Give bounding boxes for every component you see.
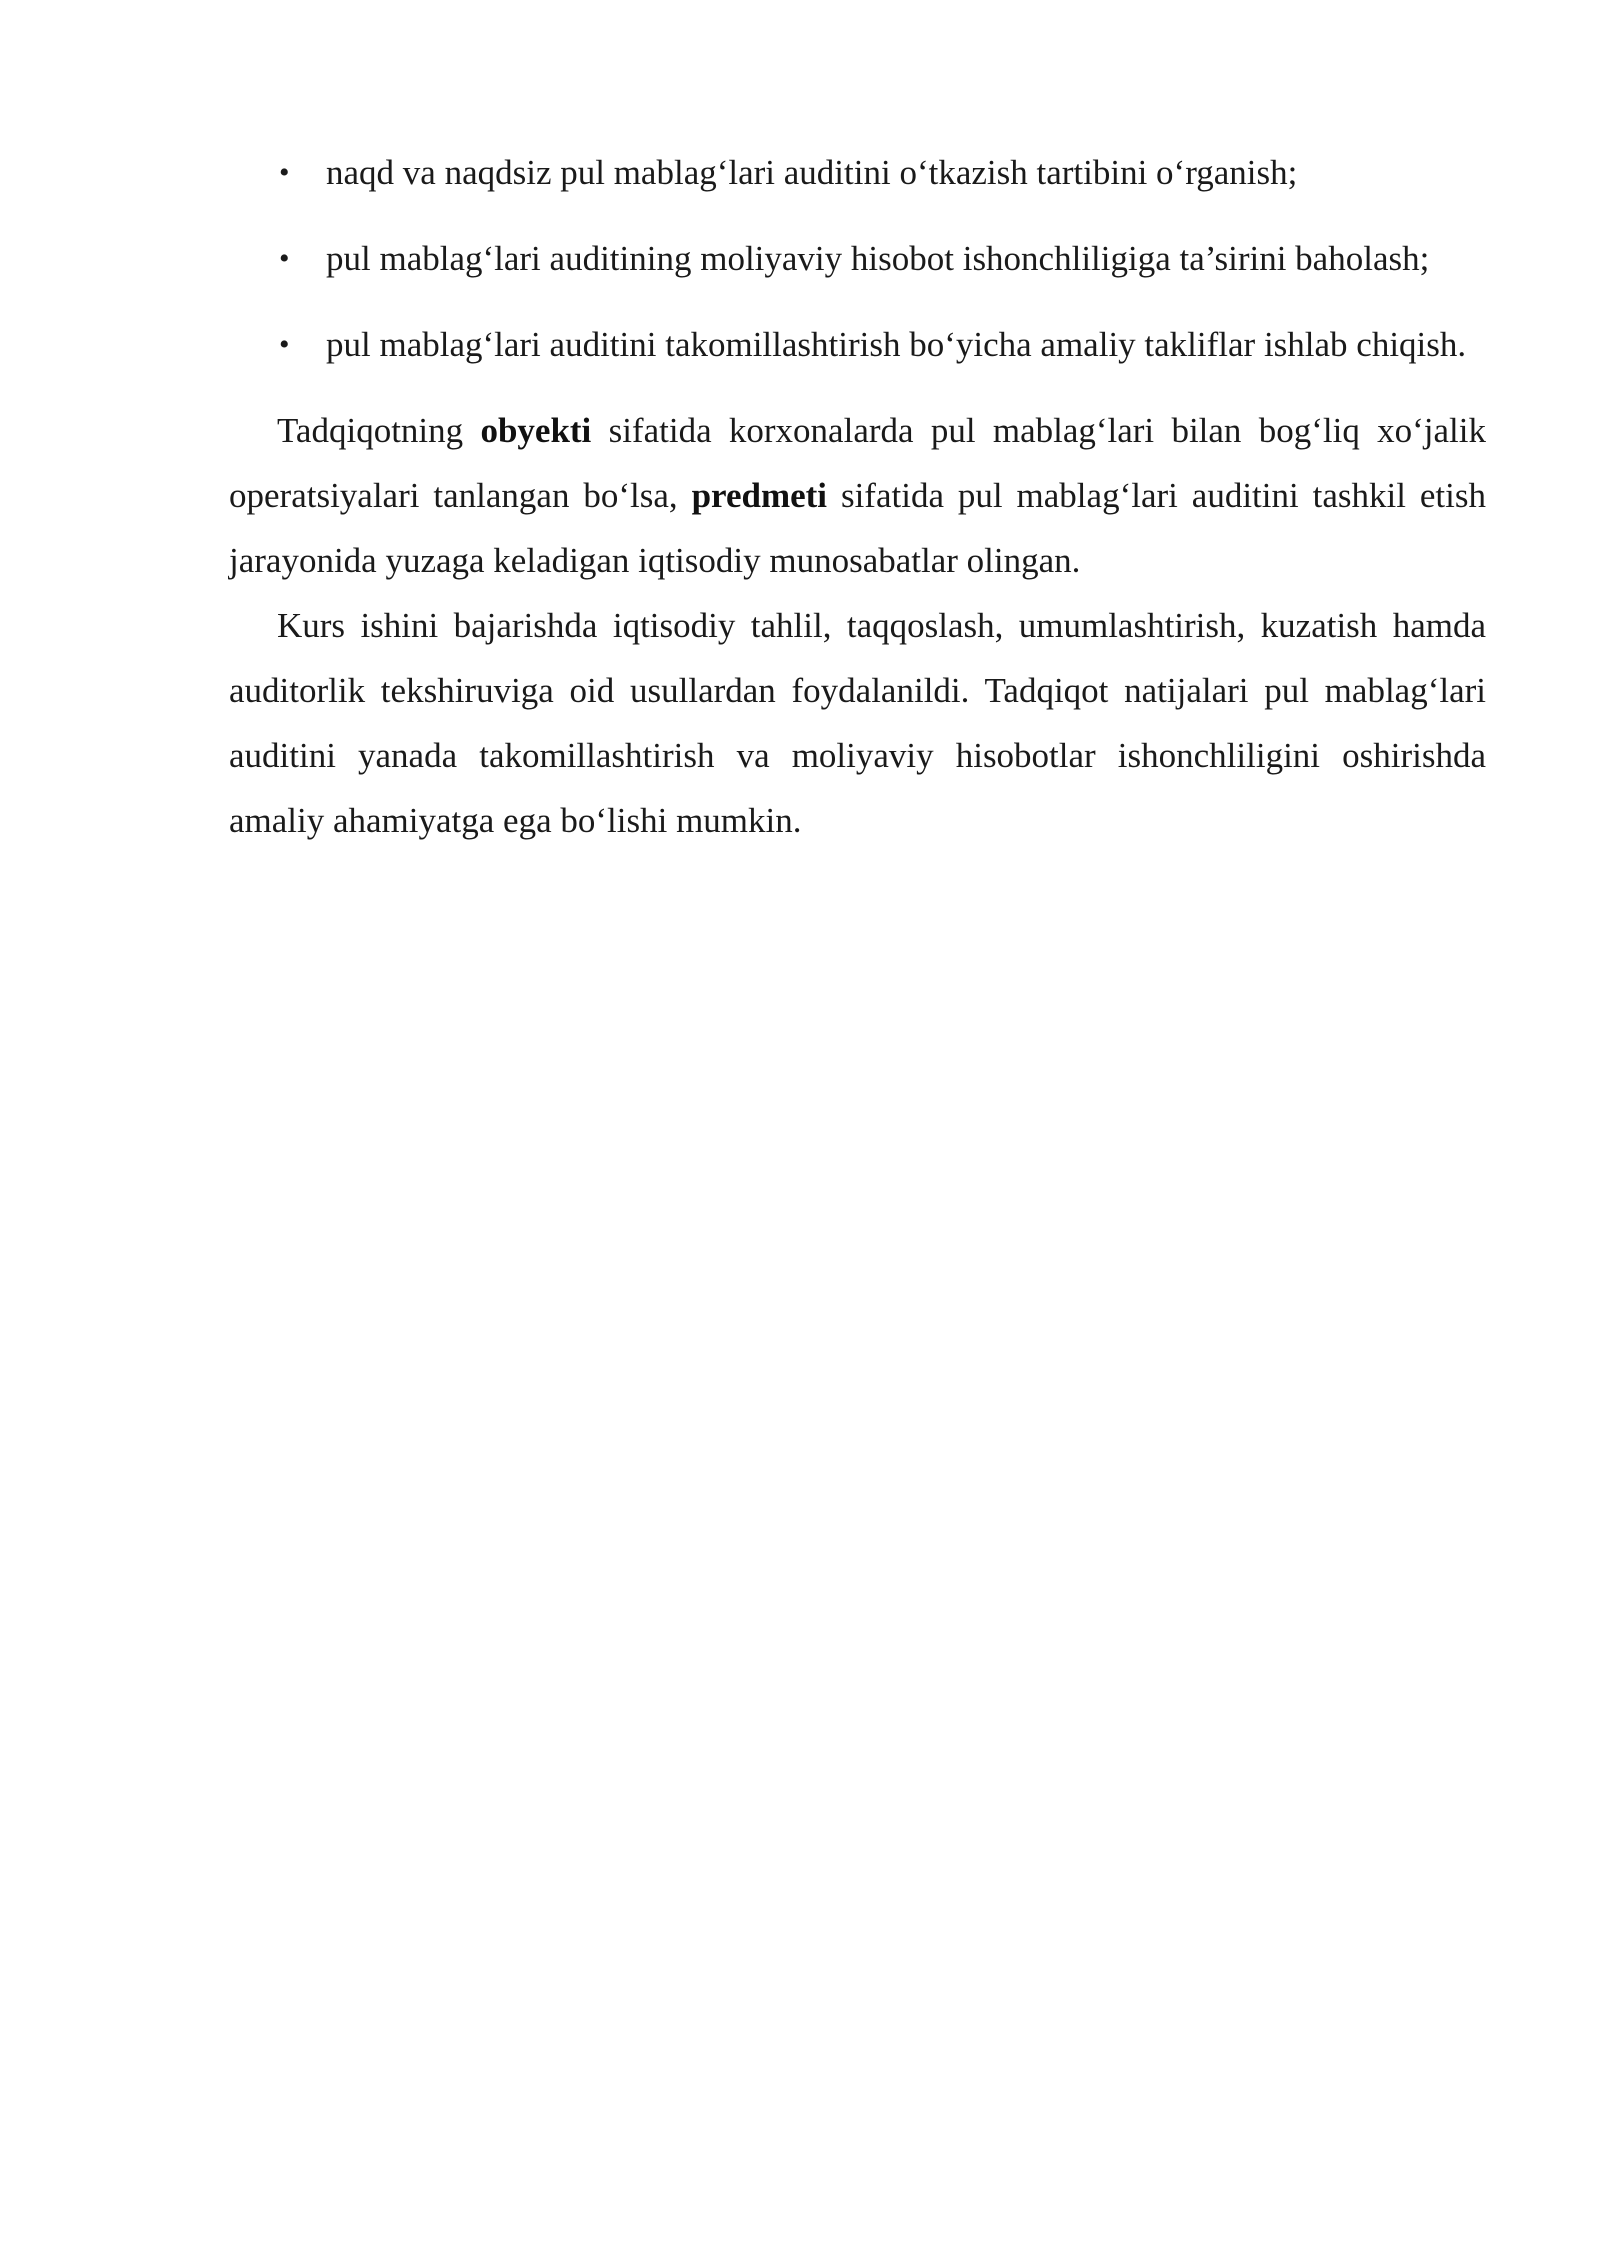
paragraph-text: Tadqiqotning: [277, 411, 481, 450]
list-item-text: pul mablag‘lari auditini takomillashtirish bo‘yicha amaliy takliflar ishlab chiqish.: [326, 325, 1467, 364]
paragraph-text: sifatida korxonalarda pul mablag‘lari bilan bog‘liq xo‘jalik operatsiyalari tanlangan bo‘lsa,: [229, 411, 1486, 515]
list-item: [229, 226, 1486, 291]
bold-term-subject: predmeti: [691, 476, 828, 515]
list-item: [229, 312, 1486, 377]
bold-term-object: obyekti: [480, 411, 592, 450]
objectives-list: [229, 140, 1486, 377]
methods-paragraph: Kurs ishini bajarishda iqtisodiy tahlil, taqqoslash, umumlashtirish, kuzatish hamda auditorlik tekshiruviga oid usullardan foydalanildi. Tadqiqot natijalari pul mablag‘lari auditini yanada takomillashtirish va moliyaviy hisobotlar ishonchliligini oshirishda amaliy ahamiyatga ega bo‘lishi mumkin.: [229, 606, 1486, 840]
bullet-icon: •: [279, 156, 290, 189]
bullet-icon: •: [279, 242, 290, 275]
paragraph-text: sifatida pul mablag‘lari auditini tashkil etish jarayonida yuzaga keladigan iqtisodiy munosabatlar olingan.: [229, 476, 1486, 580]
object-subject-paragraph: [229, 398, 1486, 593]
bullet-icon: •: [279, 328, 290, 361]
list-item-text: naqd va naqdsiz pul mablag‘lari auditini o‘tkazish tartibini o‘rganish;: [326, 153, 1298, 192]
list-item: [229, 140, 1486, 205]
list-item-text: pul mablag‘lari auditining moliyaviy hisobot ishonchliligiga ta’sirini baholash;: [326, 239, 1430, 278]
page-content: [229, 140, 1486, 853]
